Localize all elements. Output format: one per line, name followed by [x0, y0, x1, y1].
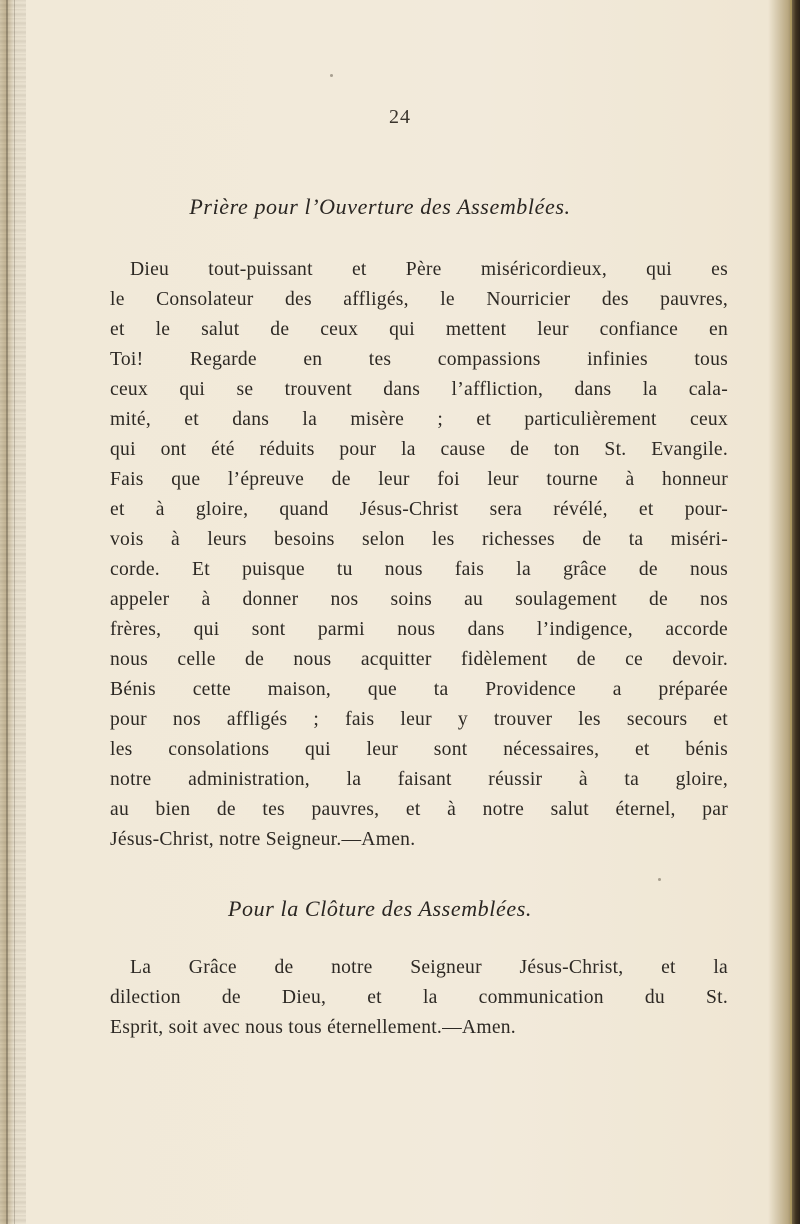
text-line: ceux qui se trouvent dans l’affliction, dans la cala-	[110, 379, 728, 400]
text-line: qui ont été réduits pour la cause de ton St. Evangile.	[110, 439, 728, 460]
binding-gutter	[0, 0, 26, 1224]
paper-speck	[330, 74, 333, 77]
page-edge-stripe	[790, 0, 792, 1224]
text-line: nous celle de nous acquitter fidèlement de ce devoir.	[110, 649, 728, 670]
text-line: Fais que l’épreuve de leur foi leur tourne à honneur	[110, 469, 728, 490]
text-line: vois à leurs besoins selon les richesses de ta miséri-	[110, 529, 728, 550]
text-line: et à gloire, quand Jésus-Christ sera révélé, et pour-	[110, 499, 728, 520]
text-line: Jésus-Christ, notre Seigneur.—Amen.	[110, 829, 416, 850]
opening-prayer-title: Prière pour l’Ouverture des Assemblées.	[189, 194, 571, 219]
paper-speck	[658, 878, 661, 881]
text-line: dilection de Dieu, et la communication du St.	[110, 987, 728, 1008]
text-line: les consolations qui leur sont nécessaires, et bénis	[110, 739, 728, 760]
text-line: Bénis cette maison, que ta Providence a préparée	[110, 679, 728, 700]
text-line: appeler à donner nos soins au soulagement de nos	[110, 589, 728, 610]
text-line: La Grâce de notre Seigneur Jésus-Christ, et la	[130, 957, 728, 978]
text-line: pour nos affligés ; fais leur y trouver les secours et	[110, 709, 728, 730]
text-line: frères, qui sont parmi nous dans l’indigence, accorde	[110, 619, 728, 640]
text-line: mité, et dans la misère ; et particulièrement ceux	[110, 409, 728, 430]
text-line: le Consolateur des affligés, le Nourricier des pauvres,	[110, 289, 728, 310]
text-line: Esprit, soit avec nous tous éternellement.—Amen.	[110, 1017, 516, 1038]
text-line: Toi! Regarde en tes compassions infinies tous	[110, 349, 728, 370]
page-number: 24	[389, 106, 411, 128]
text-line: corde. Et puisque tu nous fais la grâce de nous	[110, 559, 728, 580]
text-line: au bien de tes pauvres, et à notre salut éternel, par	[110, 799, 728, 820]
text-line: Dieu tout-puissant et Père miséricordieux, qui es	[130, 259, 728, 280]
text-line: et le salut de ceux qui mettent leur confiance en	[110, 319, 728, 340]
gutter-line	[14, 0, 15, 1224]
gutter-line	[6, 0, 8, 1224]
text-line: notre administration, la faisant réussir à ta gloire,	[110, 769, 728, 790]
closing-prayer-title: Pour la Clôture des Assemblées.	[228, 896, 532, 921]
